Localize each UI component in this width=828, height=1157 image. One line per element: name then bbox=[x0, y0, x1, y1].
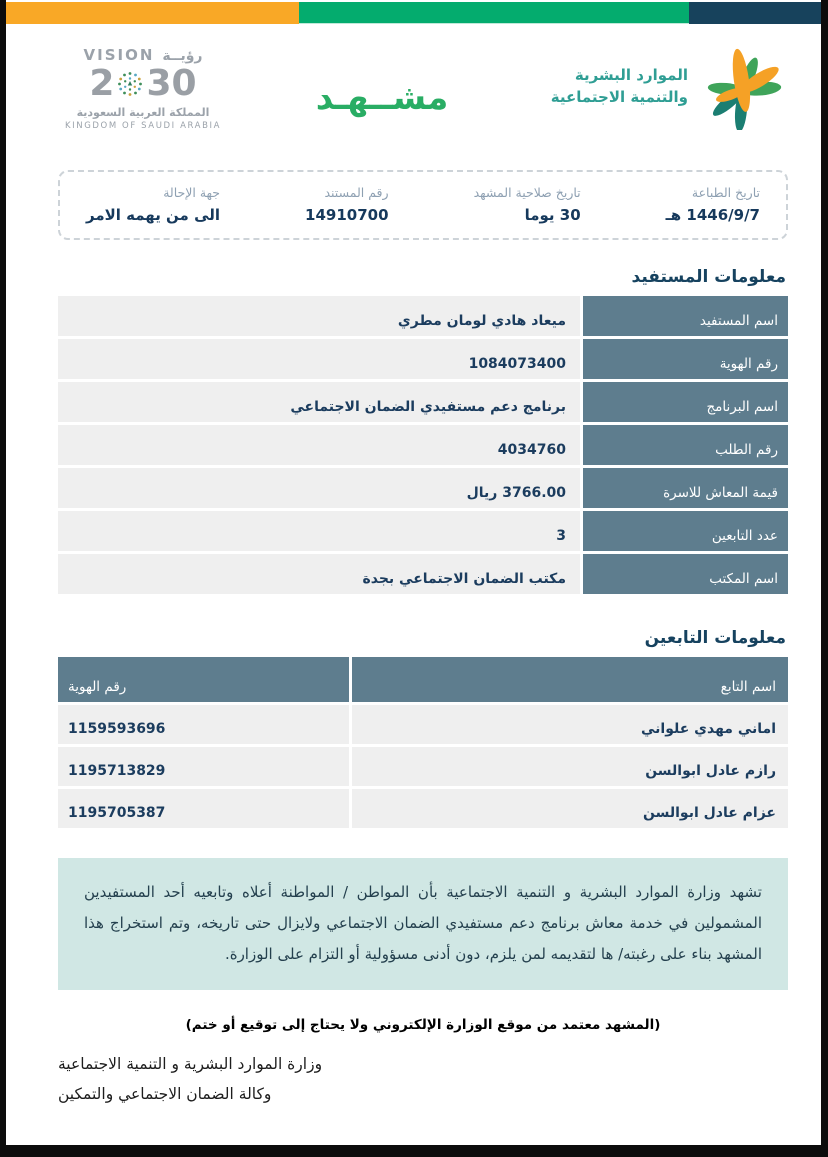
row-value: 1084073400 bbox=[58, 339, 580, 379]
meta-value: الى من يهمه الامر bbox=[86, 206, 221, 224]
document-meta-strip bbox=[58, 170, 788, 240]
meta-label: رقم المستند bbox=[324, 185, 389, 200]
top-color-bar bbox=[6, 2, 821, 24]
row-label: رقم الطلب bbox=[583, 425, 788, 465]
row-label: قيمة المعاش للاسرة bbox=[583, 468, 788, 508]
dependents-table bbox=[58, 657, 788, 828]
meta-value: 1446/9/7 هـ bbox=[665, 206, 760, 224]
vision-2030-logo bbox=[58, 44, 228, 131]
ministry-logo bbox=[536, 44, 788, 130]
document-title: مشــهـد bbox=[315, 78, 449, 118]
table-row bbox=[58, 554, 788, 594]
table-row bbox=[58, 296, 788, 336]
row-value: برنامج دعم مستفيدي الضمان الاجتماعي bbox=[58, 382, 580, 422]
row-label: اسم المكتب bbox=[583, 554, 788, 594]
meta-validity bbox=[474, 185, 581, 224]
table-row bbox=[58, 339, 788, 379]
column-header-id: رقم الهوية bbox=[58, 657, 349, 702]
vision-wordmark bbox=[58, 46, 228, 64]
meta-value: 30 يوما bbox=[524, 206, 581, 224]
dependent-id: 1195713829 bbox=[58, 747, 349, 786]
beneficiary-table bbox=[58, 296, 788, 594]
row-value: 3766.00 ريال bbox=[58, 468, 580, 508]
dependent-name: اماني مهدي علواني bbox=[352, 705, 788, 744]
dependent-id: 1195705387 bbox=[58, 789, 349, 828]
table-row bbox=[58, 747, 788, 786]
row-value: مكتب الضمان الاجتماعي بجدة bbox=[58, 554, 580, 594]
row-label: عدد التابعين bbox=[583, 511, 788, 551]
row-value: 4034760 bbox=[58, 425, 580, 465]
dependent-name: رازم عادل ابوالسن bbox=[352, 747, 788, 786]
issuing-organization bbox=[58, 1049, 788, 1109]
table-row bbox=[58, 382, 788, 422]
meta-referral bbox=[86, 185, 220, 224]
org-line-agency: وكالة الضمان الاجتماعي والتمكين bbox=[58, 1085, 272, 1104]
row-label: اسم المستفيد bbox=[583, 296, 788, 336]
ministry-name-line2: والتنمية الاجتماعية bbox=[550, 88, 688, 106]
dependents-header-row bbox=[58, 657, 788, 702]
table-row bbox=[58, 789, 788, 828]
topbar-green-segment bbox=[299, 2, 689, 24]
vision-country-en: KINGDOM OF SAUDI ARABIA bbox=[64, 121, 222, 131]
meta-value: 14910700 bbox=[305, 206, 389, 224]
dependent-name: عزام عادل ابوالسن bbox=[352, 789, 788, 828]
meta-label: جهة الإحالة bbox=[163, 185, 221, 200]
meta-label: تاريخ الطباعة bbox=[691, 185, 760, 200]
document-header bbox=[58, 24, 788, 152]
dependent-id: 1159593696 bbox=[58, 705, 349, 744]
vision-emblem-icon bbox=[116, 70, 144, 98]
vision-year-suffix: 30 bbox=[146, 63, 197, 104]
ministry-palm-icon bbox=[696, 44, 788, 130]
no-signature-notice: (المشهد معتمد من موقع الوزارة الإلكتروني ولا يحتاج إلى توقيع أو ختم) bbox=[185, 1017, 661, 1034]
row-label: رقم الهوية bbox=[583, 339, 788, 379]
vision-en-text: VISION bbox=[83, 46, 155, 64]
table-row bbox=[58, 511, 788, 551]
meta-print-date bbox=[666, 185, 760, 224]
ministry-name-line1: الموارد البشرية bbox=[574, 66, 688, 85]
meta-document-number bbox=[305, 185, 389, 224]
vision-ar-text: رؤيــة bbox=[162, 48, 203, 64]
org-line-ministry: وزارة الموارد البشرية و التنمية الاجتماعية bbox=[58, 1055, 323, 1074]
vision-2030-year bbox=[58, 63, 228, 104]
table-row bbox=[58, 705, 788, 744]
row-value: 3 bbox=[58, 511, 580, 551]
dependents-section-title: معلومات التابعين bbox=[644, 628, 786, 648]
row-value: ميعاد هادي لومان مطري bbox=[58, 296, 580, 336]
table-row bbox=[58, 468, 788, 508]
row-label: اسم البرنامج bbox=[583, 382, 788, 422]
vision-country-ar: المملكة العربية السعودية bbox=[76, 106, 210, 119]
vision-year-prefix: 2 bbox=[89, 63, 115, 104]
topbar-yellow-segment bbox=[6, 2, 299, 24]
meta-label: تاريخ صلاحية المشهد bbox=[473, 185, 581, 200]
beneficiary-section-title: معلومات المستفيد bbox=[631, 267, 786, 287]
topbar-navy-segment bbox=[689, 2, 821, 24]
certification-note: تشهد وزارة الموارد البشرية و التنمية الاجتماعية بأن المواطن / المواطنة أعلاه وتابعيه أحد المستفيدين المشمولين في خدمة معاش برنامج دعم مستفيدي الضمان الاجتماعي ولايزال حتى تاريخه، وتم استخراج هذا المشهد بناء على رغبته/ ها لتقديمه لمن يلزم، دون أدنى مسؤولية أو التزام على الوزارة. bbox=[58, 858, 788, 990]
table-row bbox=[58, 425, 788, 465]
document-sheet bbox=[6, 0, 821, 1145]
ministry-name bbox=[551, 65, 688, 109]
column-header-name: اسم التابع bbox=[352, 657, 788, 702]
